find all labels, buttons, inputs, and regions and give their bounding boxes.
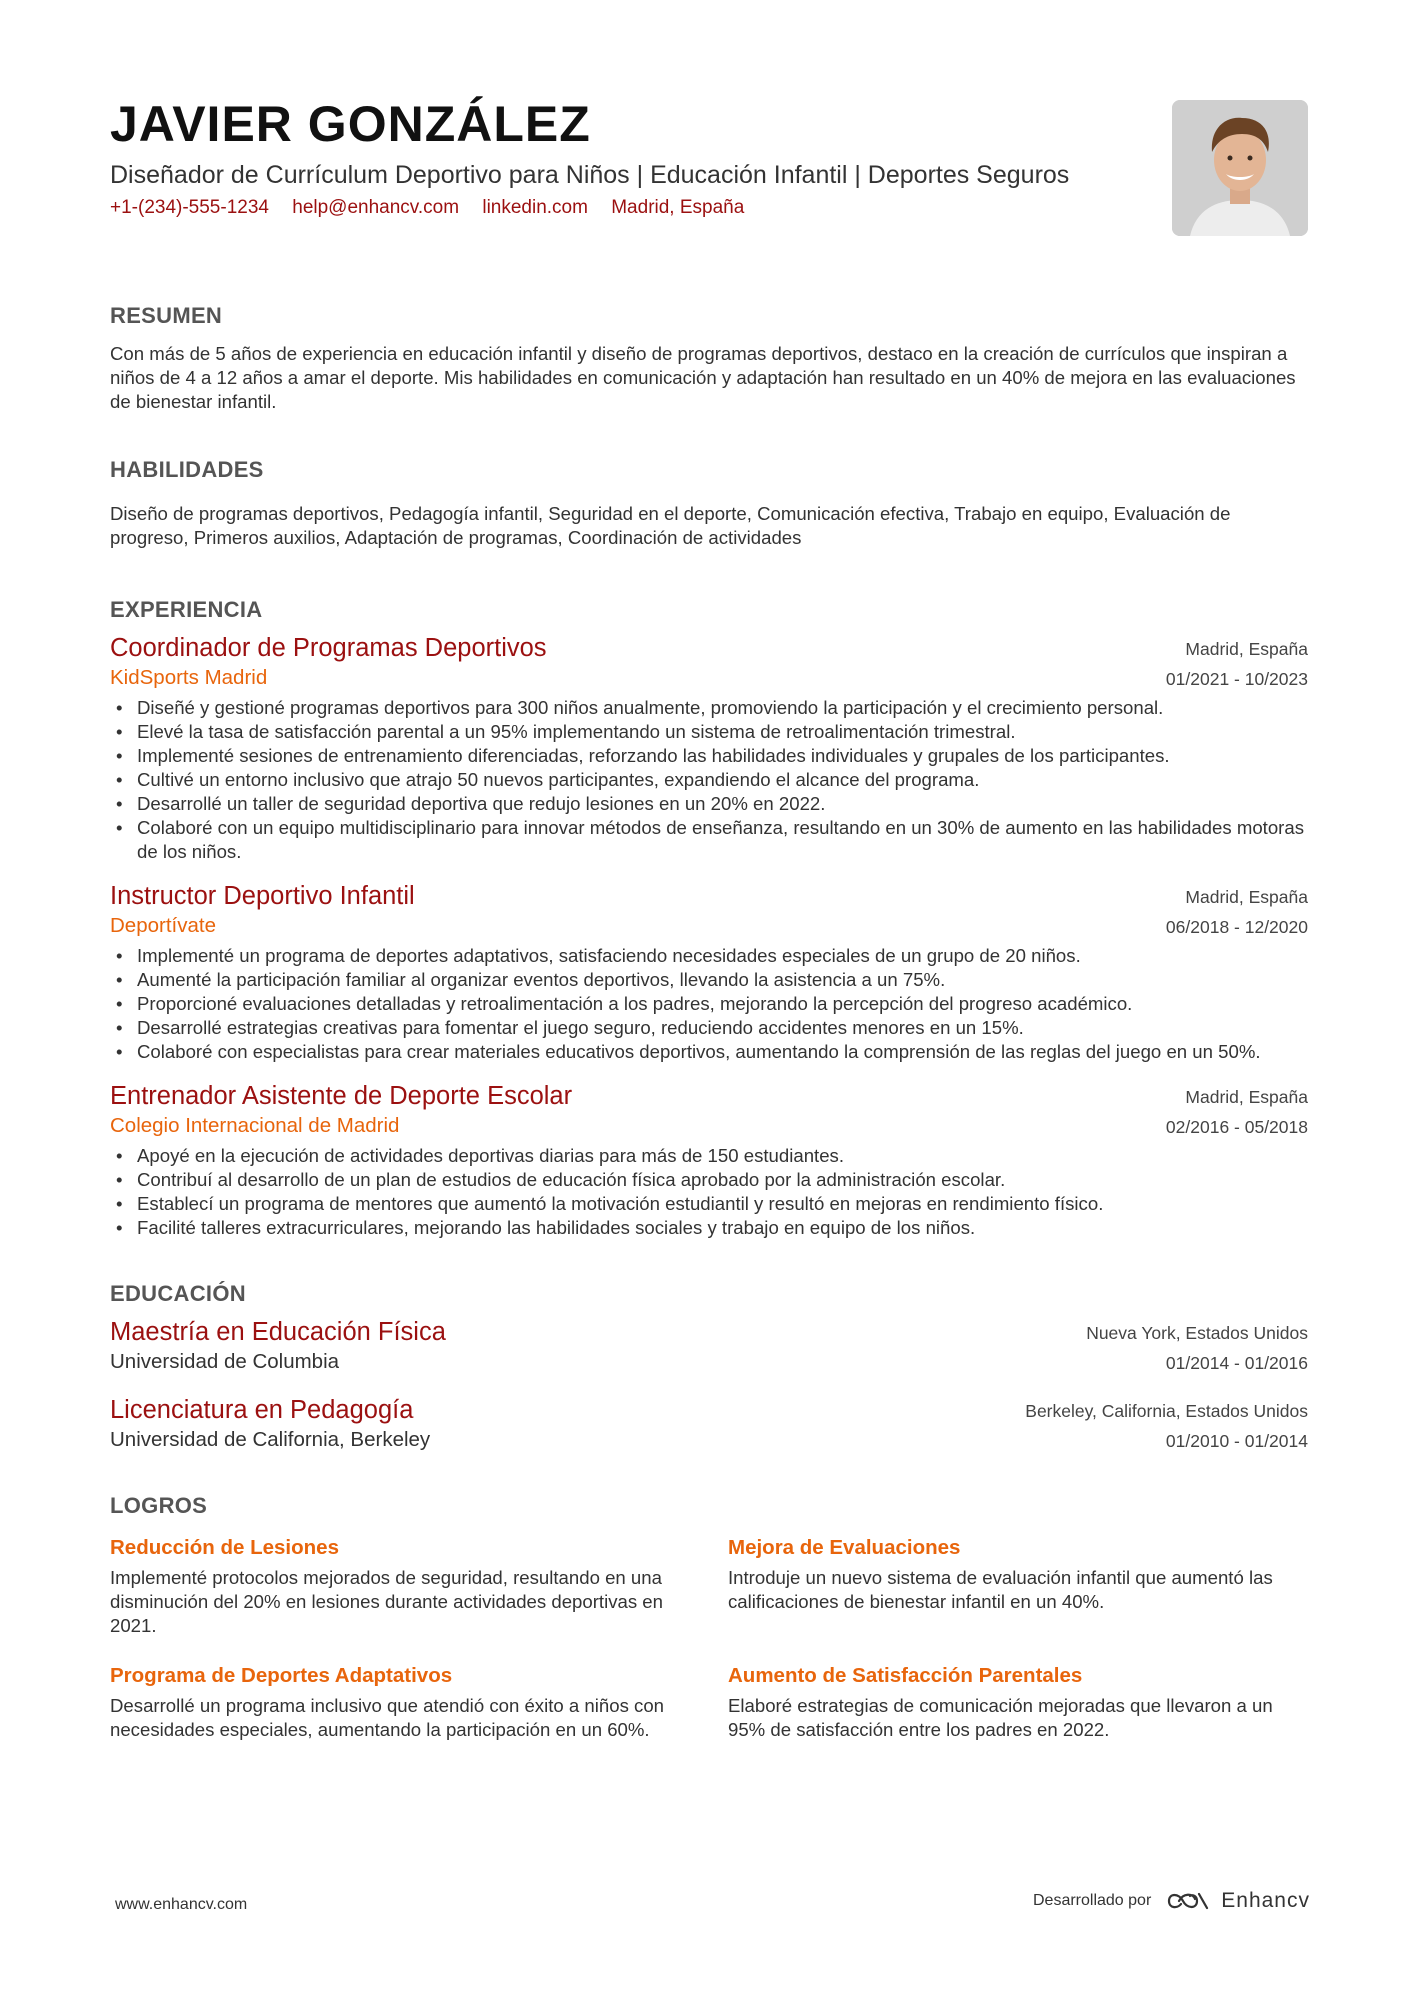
footer-powered-by: Desarrollado por [1032, 1892, 1152, 1909]
job-bullet: • Contribuí al desarrollo de un plan de estudios de educación física aprobado por la administración escolar. [110, 1168, 1308, 1192]
resume-header [110, 94, 1308, 274]
education-school: Universidad de California, Berkeley [110, 1428, 431, 1451]
achievement-text: Desarrollé un programa inclusivo que atendió con éxito a niños con necesidades especiales, aumentando la participación en un 60%. [110, 1695, 665, 1740]
job-bullet: • Implementé un programa de deportes adaptativos, satisfaciendo necesidades especiales de un grupo de 20 niños. [110, 944, 1308, 968]
education-school: Universidad de Columbia [110, 1350, 340, 1373]
achievement-item [728, 1662, 1308, 1742]
achievement-item [110, 1662, 680, 1742]
job-dates: 06/2018 - 12/2020 [1165, 917, 1308, 937]
summary-title: RESUMEN [110, 303, 223, 328]
candidate-headline: Diseñador de Currículum Deportivo para Niños | Educación Infantil | Deportes Seguros [110, 161, 1070, 189]
summary-section [110, 302, 1308, 414]
job-bullet: • Aumenté la participación familiar al organizar eventos deportivos, llevando la asistencia a un 75%. [110, 968, 1308, 992]
summary-text: Con más de 5 años de experiencia en educación infantil y diseño de programas deportivos, destaco en la creación de currículos que inspiran a niños de 4 a 12 años a amar el deporte. Mis habilidades en comunicación y adaptación han resultado en un 40% de mejora en las evaluaciones de bienestar infantil. [110, 343, 1296, 412]
job-location: Madrid, España [1185, 887, 1308, 907]
skills-title: HABILIDADES [110, 457, 264, 482]
achievement-title: Programa de Deportes Adaptativos [110, 1664, 453, 1687]
job-company: Colegio Internacional de Madrid [110, 1114, 400, 1137]
job-company: KidSports Madrid [110, 666, 268, 689]
job-bullet: • Facilité talleres extracurriculares, mejorando las habilidades sociales y trabajo en equipo de los niños. [110, 1216, 1308, 1240]
footer-website[interactable]: www.enhancv.com [115, 1896, 248, 1913]
job-bullet: • Proporcioné evaluaciones detalladas y retroalimentación a los padres, mejorando la percepción del progreso académico. [110, 992, 1308, 1016]
resume-content [110, 94, 1308, 1742]
job-bullets [110, 696, 1308, 864]
education-degree: Licenciatura en Pedagogía [110, 1396, 414, 1424]
education-meta [1025, 1396, 1308, 1456]
experience-title: EXPERIENCIA [110, 597, 263, 622]
job-bullets [110, 944, 1308, 1064]
achievement-text: Elaboré estrategias de comunicación mejoradas que llevaron a un 95% de satisfacción entre los padres en 2022. [728, 1695, 1273, 1740]
education-location: Berkeley, California, Estados Unidos [1025, 1401, 1308, 1421]
page-footer [115, 1888, 1310, 1928]
achievement-item [110, 1534, 680, 1638]
candidate-name: JAVIER GONZÁLEZ [110, 96, 591, 152]
experience-entry [110, 632, 1308, 864]
footer-branding [1033, 1888, 1310, 1914]
achievement-title: Aumento de Satisfacción Parentales [728, 1664, 1083, 1687]
education-location: Nueva York, Estados Unidos [1086, 1323, 1308, 1343]
job-role: Entrenador Asistente de Deporte Escolar [110, 1082, 573, 1110]
job-bullet: • Implementé sesiones de entrenamiento diferenciadas, reforzando las habilidades individuales y grupales de los participantes. [110, 744, 1308, 768]
job-meta [1166, 882, 1308, 942]
experience-section [110, 596, 1308, 1240]
job-bullet: • Colaboré con un equipo multidisciplinario para innovar métodos de enseñanza, resultando en un 30% de aumento en las habilidades motoras de los niños. [110, 816, 1308, 864]
contact-linkedin[interactable]: linkedin.com [482, 197, 588, 218]
education-degree: Maestría en Educación Física [110, 1318, 446, 1346]
job-bullet: • Establecí un programa de mentores que aumentó la motivación estudiantil y resultó en mejoras en rendimiento físico. [110, 1192, 1308, 1216]
job-company: Deportívate [110, 914, 216, 937]
achievement-title: Reducción de Lesiones [110, 1536, 339, 1559]
education-entry [110, 1316, 1308, 1376]
contact-location: Madrid, España [611, 197, 745, 218]
job-dates: 01/2021 - 10/2023 [1165, 669, 1308, 689]
education-section [110, 1280, 1308, 1454]
job-dates: 02/2016 - 05/2018 [1165, 1117, 1308, 1137]
education-title: EDUCACIÓN [110, 1281, 246, 1306]
experience-entry [110, 880, 1308, 1064]
job-location: Madrid, España [1185, 639, 1308, 659]
job-bullet: • Diseñé y gestioné programas deportivos para 300 niños anualmente, promoviendo la participación y el crecimiento personal. [110, 696, 1308, 720]
job-role: Instructor Deportivo Infantil [110, 882, 415, 910]
education-dates: 01/2014 - 01/2016 [1165, 1353, 1308, 1373]
contact-email[interactable]: help@enhancv.com [292, 197, 460, 218]
achievements-title: LOGROS [110, 1493, 208, 1518]
education-dates: 01/2010 - 01/2014 [1165, 1431, 1308, 1451]
achievements-section [110, 1492, 1308, 1742]
achievement-text: Introduje un nuevo sistema de evaluación infantil que aumentó las calificaciones de bienestar infantil en un 40%. [728, 1567, 1273, 1612]
enhancv-logo-icon [1165, 1888, 1211, 1914]
profile-photo-illustration [1172, 100, 1308, 236]
job-role: Coordinador de Programas Deportivos [110, 634, 547, 662]
contact-phone[interactable]: +1-(234)-555-1234 [110, 197, 269, 218]
job-bullet: • Desarrollé estrategias creativas para fomentar el juego seguro, reduciendo accidentes menores en un 15%. [110, 1016, 1308, 1040]
job-bullet: • Cultivé un entorno inclusivo que atrajo 50 nuevos participantes, expandiendo el alcance del programa. [110, 768, 1308, 792]
job-bullet: • Elevé la tasa de satisfacción parental a un 95% implementando un sistema de retroalimentación trimestral. [110, 720, 1308, 744]
achievement-title: Mejora de Evaluaciones [728, 1536, 961, 1559]
job-bullet: • Apoyé en la ejecución de actividades deportivas diarias para más de 150 estudiantes. [110, 1144, 1308, 1168]
job-bullet: • Desarrollé un taller de seguridad deportiva que redujo lesiones en un 20% en 2022. [110, 792, 1308, 816]
education-entry [110, 1394, 1308, 1454]
profile-photo [1172, 100, 1308, 236]
job-bullets [110, 1144, 1308, 1240]
job-bullet: • Colaboré con especialistas para crear materiales educativos deportivos, aumentando la comprensión de las reglas del juego en un 50%. [110, 1040, 1308, 1064]
achievements-grid [110, 1534, 1308, 1742]
experience-entry [110, 1080, 1308, 1240]
job-location: Madrid, España [1185, 1087, 1308, 1107]
skills-section [110, 456, 1308, 550]
enhancv-logo[interactable] [1165, 1888, 1310, 1914]
job-meta [1166, 634, 1308, 694]
achievement-text: Implementé protocolos mejorados de seguridad, resultando en una disminución del 20% en lesiones durante actividades deportivas en 2021. [110, 1567, 663, 1636]
achievement-item [728, 1534, 1308, 1638]
job-meta [1166, 1082, 1308, 1142]
education-meta [1086, 1318, 1308, 1378]
skills-text: Diseño de programas deportivos, Pedagogía infantil, Seguridad en el deporte, Comunicación efectiva, Trabajo en equipo, Evaluación de progreso, Primeros auxilios, Adaptación de programas, Coordinación de actividades [110, 503, 1231, 548]
contact-info [110, 197, 1308, 219]
footer-brand-name: Enhancv [1221, 1889, 1310, 1912]
